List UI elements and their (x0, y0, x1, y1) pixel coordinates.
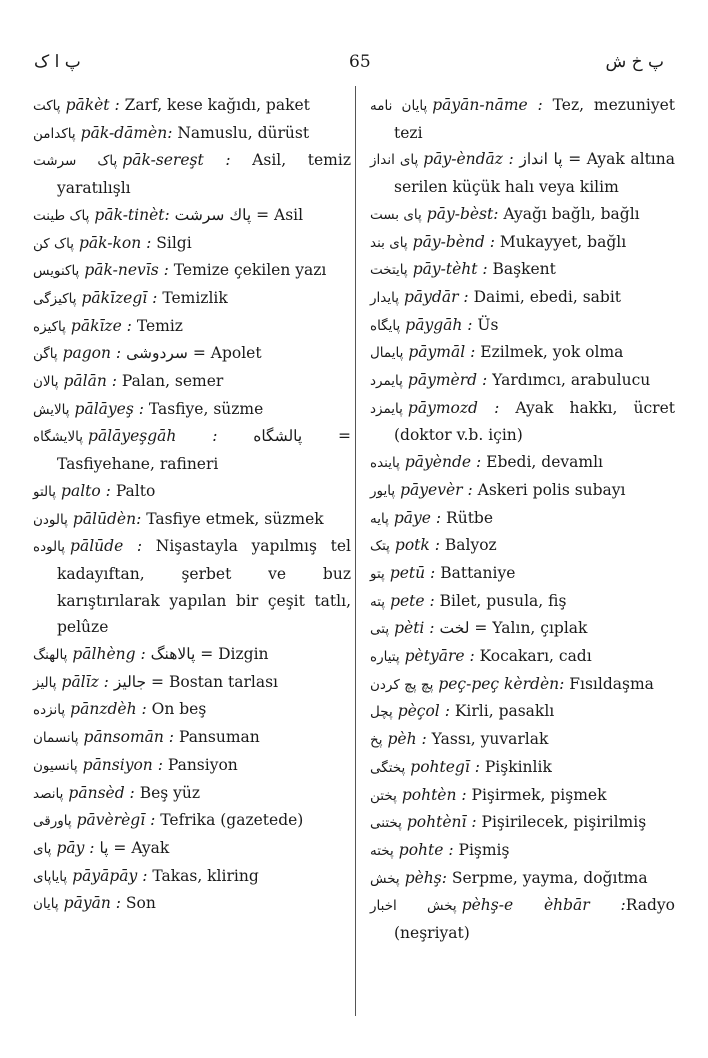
entry-definition: Temize çekilen yazı (168, 261, 327, 280)
entry-persian-word: پایتخت (370, 262, 408, 279)
dictionary-entry (370, 782, 675, 810)
entry-transliteration: pèh : (387, 730, 427, 749)
entry-transliteration: pāye : (393, 508, 442, 527)
column-divider (355, 86, 356, 1016)
entry-transliteration: pāygāh : (405, 315, 473, 334)
header-right-guide-letters: پ خ ش (605, 52, 664, 72)
entry-definition: Zarf, kese kağıdı, paket (119, 96, 310, 114)
entry-definition: Rütbe (441, 508, 494, 527)
entry-transliteration: pāyān-nāme : (432, 96, 543, 114)
dictionary-entry (370, 395, 675, 449)
entry-persian-word: پالوده (33, 539, 66, 556)
dictionary-entry (33, 230, 351, 258)
entry-definition: Tefrika (gazetede) (155, 811, 304, 830)
entry-persian-word: پتیاره (370, 649, 400, 666)
entry-definition: Pişmiş (453, 840, 510, 859)
entry-persian-word: پایان (33, 896, 59, 913)
entry-definition: پاك سرشت = Asil (169, 205, 304, 224)
entry-persian-word: پالان (33, 374, 59, 391)
entry-persian-word: پاک کن (33, 235, 74, 252)
dictionary-entry (33, 724, 351, 752)
entry-transliteration: pākīze : (70, 316, 132, 335)
entry-definition: Pişkinlik (479, 757, 552, 776)
entry-persian-word: پختگی (370, 759, 406, 776)
right-column (370, 92, 675, 947)
dictionary-entry (370, 312, 675, 340)
entry-transliteration: petū : (389, 563, 436, 582)
entry-transliteration: pānzdèh : (70, 700, 147, 719)
entry-definition: جالیز = Bostan tarlası (108, 672, 279, 691)
entry-definition: Asil, temiz yaratılışlı (57, 151, 352, 198)
entry-persian-word: پختن (370, 787, 397, 804)
dictionary-entry (33, 368, 351, 396)
entry-transliteration: pete : (390, 591, 435, 610)
entry-definition: Serpme, yayma, doğıtma (446, 868, 648, 887)
dictionary-entry (33, 641, 351, 669)
entry-persian-word: پایه (370, 510, 389, 527)
entry-persian-word: پخش اخبار (370, 898, 457, 915)
entry-persian-word: پتو (370, 565, 385, 582)
dictionary-entry (370, 588, 675, 616)
entry-transliteration: pètyāre : (404, 647, 475, 666)
entry-transliteration: pèti : (394, 619, 435, 638)
dictionary-entry (370, 339, 675, 367)
entry-persian-word: پایمال (370, 345, 404, 362)
entry-definition: Palto (110, 481, 156, 500)
dictionary-entry (33, 780, 351, 808)
dictionary-entry (33, 696, 351, 724)
entry-definition: Daimi, ebedi, sabit (468, 287, 622, 306)
entry-definition: Temiz (131, 316, 183, 335)
entry-persian-word: پالایشگاه (33, 429, 84, 446)
dictionary-entry (370, 449, 675, 477)
entry-transliteration: pālāyeş : (74, 399, 144, 418)
entry-persian-word: پای بند (370, 234, 408, 251)
entry-definition: Pansiyon (162, 755, 238, 774)
entry-persian-word: پانصد (33, 785, 64, 802)
entry-transliteration: pohte : (398, 840, 454, 859)
entry-transliteration: pāymozd : (407, 398, 500, 417)
entry-persian-word: پایور (370, 482, 396, 499)
entry-persian-word: پایاپای (33, 868, 68, 885)
dictionary-entry (370, 284, 675, 312)
dictionary-entry (33, 285, 351, 313)
entry-transliteration: pāk-dāmèn: (80, 123, 173, 142)
entry-transliteration: pālāyeşgāh : (88, 427, 218, 446)
entry-definition: پالشگاه = Tasfiyehane, rafineri (57, 427, 351, 474)
entry-definition: Pişirilecek, pişirilmiş (476, 813, 647, 832)
dictionary-entry (370, 615, 675, 643)
entry-definition: Takas, kliring (147, 866, 259, 885)
dictionary-entry (370, 865, 675, 893)
dictionary-entry (33, 423, 351, 477)
entry-transliteration: pāymāl : (408, 343, 476, 362)
entry-definition: Tasfiye etmek, süzmek (141, 509, 324, 528)
entry-definition: سردوشی = Apolet (121, 344, 262, 363)
entry-definition: Silgi (151, 233, 192, 252)
dictionary-entry (370, 809, 675, 837)
entry-transliteration: pāy-bèst: (426, 204, 499, 223)
page-number: 65 (349, 52, 371, 72)
entry-transliteration: pāy-bènd : (412, 232, 495, 251)
entry-definition: Tasfiye, süzme (143, 399, 264, 418)
entry-definition: لخت = Yalın, çıplak (434, 619, 588, 638)
dictionary-entry (33, 120, 351, 148)
dictionary-entry (33, 478, 351, 506)
entry-persian-word: پاک سرشت (33, 153, 118, 170)
entry-persian-word: پاکیزگی (33, 290, 77, 307)
entry-persian-word: پایان نامه (370, 98, 428, 114)
dictionary-entry (370, 671, 675, 699)
entry-persian-word: پتی (370, 621, 390, 638)
entry-transliteration: peç-peç kèrdèn: (438, 674, 565, 693)
entry-transliteration: pānsèd : (68, 783, 135, 802)
entry-definition: پالاهنگ = Dizgin (145, 645, 269, 664)
dictionary-entry (370, 92, 675, 146)
entry-transliteration: pāy : (56, 838, 95, 857)
entry-persian-word: پانسیون (33, 757, 78, 774)
entry-persian-word: پایمزد (370, 400, 403, 417)
entry-definition: Temizlik (157, 288, 228, 307)
dictionary-entry (370, 505, 675, 533)
entry-persian-word: پالتو (33, 483, 57, 500)
entry-persian-word: پاک طینت (33, 207, 90, 224)
entry-persian-word: پالیز (33, 674, 57, 691)
entry-transliteration: pāk-tinèt: (94, 205, 170, 224)
dictionary-entry (33, 752, 351, 780)
entry-definition: Ebedi, devamlı (481, 453, 603, 472)
entry-definition: Pişirmek, pişmek (466, 785, 607, 804)
entry-definition: Ayak hakkı, ücret (doktor v.b. için) (394, 398, 675, 445)
entry-persian-word: پاکت (33, 98, 61, 114)
entry-transliteration: pohtènī : (406, 813, 477, 832)
entry-definition: Yardımcı, arabulucu (487, 371, 651, 390)
dictionary-entry (33, 506, 351, 534)
entry-persian-word: پاکنویس (33, 263, 80, 280)
entry-definition: Balyoz (439, 536, 497, 555)
entry-persian-word: پچل (370, 704, 393, 721)
dictionary-entry (370, 229, 675, 257)
entry-persian-word: پاگن (33, 346, 58, 363)
entry-definition: Bilet, pusula, fiş (434, 591, 567, 610)
entry-transliteration: pāyènde : (404, 453, 482, 472)
entry-persian-word: پاکیزه (33, 318, 66, 335)
dictionary-entry (33, 835, 351, 863)
dictionary-entry (33, 863, 351, 891)
header-left-guide-letters: پ ا ک (34, 52, 81, 72)
entry-transliteration: pālūde : (70, 537, 143, 556)
entry-persian-word: پایمرد (370, 373, 403, 390)
entry-transliteration: pāy-èndāz : (423, 150, 514, 169)
entry-definition: Battaniye (435, 563, 516, 582)
dictionary-entry (370, 256, 675, 284)
dictionary-entry (33, 92, 351, 120)
left-column (33, 92, 351, 918)
entry-transliteration: pāymèrd : (407, 371, 488, 390)
dictionary-entry (370, 837, 675, 865)
entry-transliteration: pāy-tèht : (412, 260, 488, 279)
entry-transliteration: pāyāpāy : (72, 866, 148, 885)
page-header (0, 52, 708, 82)
entry-persian-word: پای بست (370, 206, 422, 223)
entry-transliteration: pālān : (63, 372, 117, 391)
entry-transliteration: potk : (394, 536, 440, 555)
entry-persian-word: پخ (370, 732, 383, 749)
entry-definition: Nişastayla yapılmış tel kadayıftan, şerbet ve buz karıştırılarak yapılan bir çeşit tatlı, pelûze (57, 537, 351, 637)
entry-transliteration: pāk-nevīs : (84, 261, 169, 280)
entry-definition: پا انداز = Ayak altına serilen küçük halı veya kilim (394, 150, 675, 197)
entry-definition: Yassı, yuvarlak (426, 730, 549, 749)
entry-transliteration: pāyān : (63, 894, 121, 913)
entry-definition: Pansuman (174, 728, 260, 747)
entry-persian-word: پختنی (370, 815, 402, 832)
dictionary-entry (370, 477, 675, 505)
entry-persian-word: پایدار (370, 289, 399, 306)
entry-persian-word: پای انداز (370, 152, 419, 169)
entry-transliteration: pèçol : (397, 702, 450, 721)
entry-definition: پا = Ayak (94, 838, 170, 857)
entry-definition: Ayağı bağlı, bağlı (498, 204, 640, 223)
entry-persian-word: پالهنگ (33, 647, 68, 664)
entry-definition: Palan, semer (116, 372, 224, 391)
entry-persian-word: پخته (370, 842, 394, 859)
entry-transliteration: pohtegī : (410, 757, 480, 776)
entry-persian-word: پاینده (370, 455, 400, 472)
entry-persian-word: پای (33, 840, 52, 857)
entry-definition: Mukayyet, bağlı (494, 232, 627, 251)
dictionary-entry (370, 892, 675, 946)
entry-persian-word: پخش (370, 870, 400, 887)
entry-definition: Radyo (neşriyat) (394, 896, 676, 943)
dictionary-entry (33, 890, 351, 918)
entry-definition: Son (120, 894, 156, 913)
entry-transliteration: palto : (61, 481, 111, 500)
entry-transliteration: pālūdèn: (72, 509, 142, 528)
entry-definition: Ezilmek, yok olma (475, 343, 624, 362)
dictionary-entry (370, 201, 675, 229)
dictionary-entry (33, 147, 351, 201)
entry-persian-word: پالایش (33, 401, 70, 418)
entry-transliteration: pānsiyon : (82, 755, 163, 774)
entry-definition: Beş yüz (134, 783, 201, 802)
dictionary-entry (33, 313, 351, 341)
entry-persian-word: پچ پچ کردن (370, 676, 434, 693)
entry-transliteration: pālhèng : (72, 645, 146, 664)
dictionary-entry (370, 367, 675, 395)
dictionary-entry (370, 643, 675, 671)
entry-transliteration: pāk-kon : (78, 233, 152, 252)
entry-definition: Fısıldaşma (564, 674, 654, 693)
entry-definition: Başkent (487, 260, 556, 279)
entry-definition: Kocakarı, cadı (474, 647, 592, 666)
entry-transliteration: pèhş-e èhbār : (461, 896, 626, 915)
entry-definition: Üs (472, 315, 499, 334)
dictionary-entry (33, 533, 351, 641)
entry-definition: Kirli, pasaklı (449, 702, 555, 721)
dictionary-entry (33, 396, 351, 424)
entry-persian-word: پالودن (33, 511, 68, 528)
entry-definition: Namuslu, dürüst (172, 123, 310, 142)
dictionary-entry (33, 340, 351, 368)
entry-persian-word: پاکدامن (33, 125, 76, 142)
dictionary-entry (33, 807, 351, 835)
dictionary-entry (33, 202, 351, 230)
dictionary-entry (370, 726, 675, 754)
entry-transliteration: pāydār : (403, 287, 469, 306)
entry-definition: Tez, mezuniyet tezi (394, 96, 676, 142)
dictionary-entry (33, 257, 351, 285)
dictionary-entry (370, 560, 675, 588)
dictionary-entry (33, 669, 351, 697)
entry-transliteration: pohtèn : (401, 785, 467, 804)
dictionary-entry (370, 698, 675, 726)
entry-persian-word: پتک (370, 538, 390, 555)
entry-persian-word: پانزده (33, 702, 66, 719)
entry-persian-word: پایگاه (370, 317, 401, 334)
entry-definition: Askeri polis subayı (472, 480, 626, 499)
entry-definition: On beş (146, 700, 207, 719)
dictionary-entry (370, 532, 675, 560)
dictionary-entry (370, 146, 675, 200)
entry-transliteration: pākèt : (65, 96, 120, 114)
entry-persian-word: پته (370, 593, 386, 610)
entry-transliteration: pāk-sereşt : (122, 151, 231, 170)
entry-transliteration: pākīzegī : (81, 288, 158, 307)
entry-transliteration: pāvèrègī : (76, 811, 156, 830)
dictionary-entry (370, 754, 675, 782)
entry-persian-word: پانسمان (33, 730, 79, 747)
entry-persian-word: پاورقی (33, 813, 72, 830)
entry-transliteration: pèhş: (404, 868, 447, 887)
entry-transliteration: pāyevèr : (400, 480, 473, 499)
entry-transliteration: pagon : (62, 344, 122, 363)
entry-transliteration: pālīz : (61, 672, 109, 691)
entry-transliteration: pānsomān : (83, 728, 175, 747)
